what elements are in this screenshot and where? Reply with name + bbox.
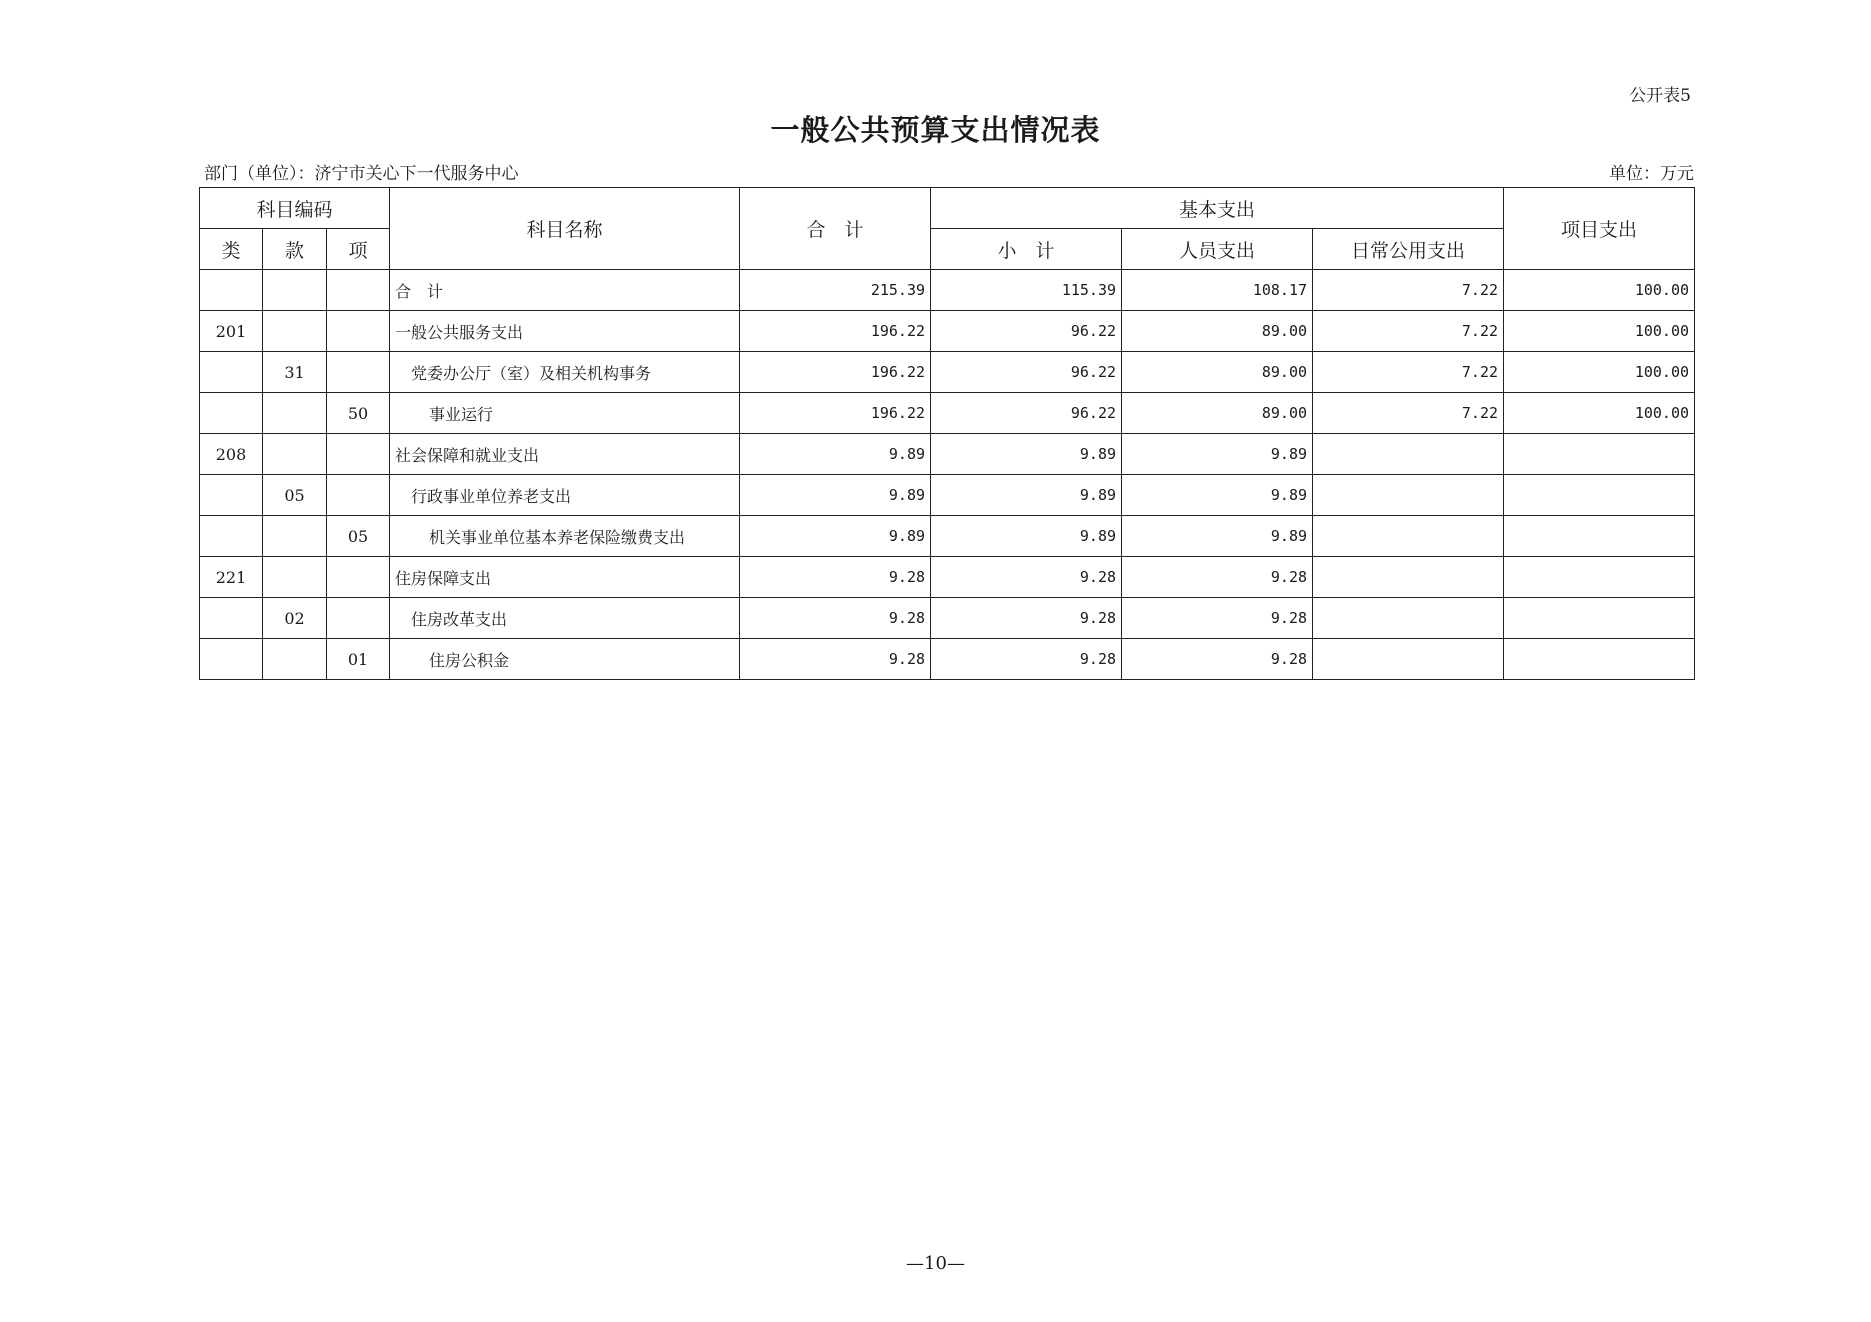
cell-public: 7.22	[1313, 352, 1504, 393]
header-class: 类	[200, 229, 263, 270]
cell-section	[263, 557, 327, 598]
cell-item	[327, 557, 390, 598]
cell-basic-subtotal: 96.22	[931, 393, 1122, 434]
cell-class	[200, 352, 263, 393]
unit-label: 单位：万元	[1609, 164, 1694, 184]
cell-public	[1313, 475, 1504, 516]
cell-total: 196.22	[740, 352, 931, 393]
header-section: 款	[263, 229, 327, 270]
cell-public	[1313, 434, 1504, 475]
table-row	[200, 352, 1695, 393]
cell-subject-name: 住房改革支出	[390, 598, 740, 639]
cell-basic-subtotal: 9.28	[931, 639, 1122, 680]
cell-subject-name: 合 计	[390, 270, 740, 311]
cell-personnel: 89.00	[1122, 311, 1313, 352]
cell-class: 208	[200, 434, 263, 475]
cell-item	[327, 598, 390, 639]
table-row	[200, 434, 1695, 475]
cell-section	[263, 393, 327, 434]
cell-public: 7.22	[1313, 393, 1504, 434]
cell-personnel: 9.28	[1122, 639, 1313, 680]
cell-class: 221	[200, 557, 263, 598]
cell-class	[200, 598, 263, 639]
cell-subject-name: 党委办公厅（室）及相关机构事务	[390, 352, 740, 393]
cell-subject-name: 住房保障支出	[390, 557, 740, 598]
cell-public: 7.22	[1313, 311, 1504, 352]
cell-project	[1504, 475, 1695, 516]
department-label: 部门（单位）：济宁市关心下一代服务中心	[204, 164, 519, 184]
budget-expenditure-table	[199, 187, 1695, 680]
cell-project: 100.00	[1504, 393, 1695, 434]
cell-personnel: 9.28	[1122, 557, 1313, 598]
cell-basic-subtotal: 96.22	[931, 311, 1122, 352]
cell-personnel: 89.00	[1122, 393, 1313, 434]
cell-item	[327, 475, 390, 516]
cell-basic-subtotal: 115.39	[931, 270, 1122, 311]
page-number: —10—	[906, 1253, 965, 1274]
cell-item: 01	[327, 639, 390, 680]
cell-class	[200, 639, 263, 680]
cell-total: 196.22	[740, 311, 931, 352]
header-basic-subtotal: 小 计	[931, 229, 1122, 270]
cell-project	[1504, 598, 1695, 639]
header-code-group: 科目编码	[200, 188, 390, 229]
cell-basic-subtotal: 9.28	[931, 557, 1122, 598]
cell-section	[263, 516, 327, 557]
cell-class	[200, 516, 263, 557]
table-row	[200, 475, 1695, 516]
cell-basic-subtotal: 9.89	[931, 434, 1122, 475]
cell-personnel: 9.28	[1122, 598, 1313, 639]
cell-public	[1313, 598, 1504, 639]
header-basic-expenditure: 基本支出	[931, 188, 1504, 229]
table-row	[200, 311, 1695, 352]
form-number: 公开表5	[1629, 86, 1691, 106]
cell-item	[327, 311, 390, 352]
cell-personnel: 108.17	[1122, 270, 1313, 311]
cell-section: 05	[263, 475, 327, 516]
cell-total: 9.89	[740, 516, 931, 557]
table-row	[200, 516, 1695, 557]
cell-subject-name: 住房公积金	[390, 639, 740, 680]
cell-basic-subtotal: 9.28	[931, 598, 1122, 639]
cell-subject-name: 社会保障和就业支出	[390, 434, 740, 475]
cell-total: 215.39	[740, 270, 931, 311]
cell-class	[200, 270, 263, 311]
cell-section: 31	[263, 352, 327, 393]
cell-section	[263, 639, 327, 680]
cell-public: 7.22	[1313, 270, 1504, 311]
cell-basic-subtotal: 9.89	[931, 516, 1122, 557]
cell-class	[200, 475, 263, 516]
cell-public	[1313, 557, 1504, 598]
cell-subject-name: 事业运行	[390, 393, 740, 434]
table-row	[200, 393, 1695, 434]
cell-project	[1504, 557, 1695, 598]
header-public-expenditure: 日常公用支出	[1313, 229, 1504, 270]
cell-section: 02	[263, 598, 327, 639]
cell-item: 50	[327, 393, 390, 434]
table-body	[200, 270, 1695, 680]
table-header	[200, 188, 1695, 270]
header-project-expenditure: 项目支出	[1504, 188, 1695, 270]
table-row	[200, 598, 1695, 639]
cell-section	[263, 270, 327, 311]
cell-project: 100.00	[1504, 270, 1695, 311]
cell-project	[1504, 434, 1695, 475]
cell-basic-subtotal: 9.89	[931, 475, 1122, 516]
cell-project: 100.00	[1504, 311, 1695, 352]
cell-project: 100.00	[1504, 352, 1695, 393]
cell-subject-name: 机关事业单位基本养老保险缴费支出	[390, 516, 740, 557]
cell-item	[327, 434, 390, 475]
document-title: 一般公共预算支出情况表	[770, 113, 1101, 147]
cell-basic-subtotal: 96.22	[931, 352, 1122, 393]
cell-class: 201	[200, 311, 263, 352]
header-subject-name: 科目名称	[390, 188, 740, 270]
header-personnel-expenditure: 人员支出	[1122, 229, 1313, 270]
header-item: 项	[327, 229, 390, 270]
cell-public	[1313, 639, 1504, 680]
cell-public	[1313, 516, 1504, 557]
cell-personnel: 9.89	[1122, 475, 1313, 516]
cell-total: 9.89	[740, 475, 931, 516]
cell-item	[327, 352, 390, 393]
cell-personnel: 89.00	[1122, 352, 1313, 393]
cell-personnel: 9.89	[1122, 434, 1313, 475]
cell-project	[1504, 516, 1695, 557]
header-total: 合 计	[740, 188, 931, 270]
cell-class	[200, 393, 263, 434]
cell-section	[263, 434, 327, 475]
cell-subject-name: 一般公共服务支出	[390, 311, 740, 352]
cell-project	[1504, 639, 1695, 680]
table-row	[200, 557, 1695, 598]
table-row	[200, 639, 1695, 680]
cell-subject-name: 行政事业单位养老支出	[390, 475, 740, 516]
cell-total: 9.28	[740, 598, 931, 639]
cell-section	[263, 311, 327, 352]
cell-item	[327, 270, 390, 311]
cell-total: 9.28	[740, 557, 931, 598]
cell-total: 9.89	[740, 434, 931, 475]
cell-item: 05	[327, 516, 390, 557]
table-row	[200, 270, 1695, 311]
cell-total: 9.28	[740, 639, 931, 680]
cell-personnel: 9.89	[1122, 516, 1313, 557]
cell-total: 196.22	[740, 393, 931, 434]
